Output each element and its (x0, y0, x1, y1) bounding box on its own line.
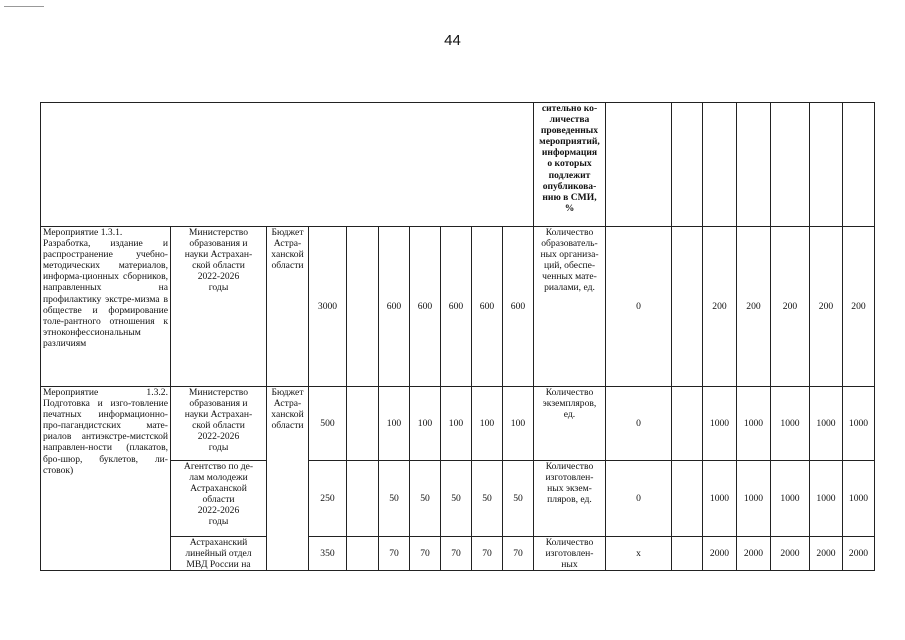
target-cell: 1000 (771, 461, 810, 537)
indicator-cell: Количество образователь- ных организа- ций, обеспе- ченных мате- риалами, ед. (534, 227, 606, 387)
empty-cell (672, 461, 703, 537)
target-cell: 1000 (771, 387, 810, 461)
indicator-cell: сительно ко- личества проведенных мероприятий, информация о которых подлежит опубликова- нию в СМИ, % (534, 103, 606, 227)
base-cell: x (606, 537, 672, 571)
total-cell: 350 (309, 537, 347, 571)
year-cell (347, 537, 379, 571)
target-cell: 1000 (703, 461, 737, 537)
source-cell: Бюджет Астра- ханской области (267, 387, 309, 571)
empty-cell (672, 103, 703, 227)
year-cell: 70 (441, 537, 472, 571)
year-cell: 70 (472, 537, 503, 571)
target-cell: 2000 (737, 537, 771, 571)
target-cell: 2000 (810, 537, 843, 571)
year-cell: 600 (441, 227, 472, 387)
empty-cell (672, 227, 703, 387)
year-cell: 600 (503, 227, 534, 387)
target-cell: 200 (703, 227, 737, 387)
base-cell: 0 (606, 461, 672, 537)
target-cell (737, 103, 771, 227)
year-cell: 50 (503, 461, 534, 537)
target-cell (703, 103, 737, 227)
empty-cell (672, 387, 703, 461)
target-cell (843, 103, 875, 227)
target-cell: 200 (737, 227, 771, 387)
table-row-continuation (41, 103, 875, 227)
target-cell: 200 (771, 227, 810, 387)
indicator-cell: Количество изготовлен- ных экзем- пляров, ед. (534, 461, 606, 537)
year-cell: 100 (441, 387, 472, 461)
event-cell: Мероприятие 1.3.1. Разработка, издание и распространение учебно-методических материалов, информа-ционных сборников, направленных на профилактику экстре-мизма в обществе и формирование толе-рантного отношения к этноконфессиональным различиям (41, 227, 171, 387)
target-cell: 1000 (810, 461, 843, 537)
base-cell: 0 (606, 387, 672, 461)
target-cell: 200 (843, 227, 875, 387)
target-cell: 1000 (810, 387, 843, 461)
table-row-1-3-1 (41, 227, 875, 387)
year-cell: 100 (410, 387, 441, 461)
empty-span (41, 103, 534, 227)
executor-cell: Агентство по де- лам молодежи Астраханской области 2022-2026 годы (171, 461, 267, 537)
base-cell: 0 (606, 227, 672, 387)
program-table (40, 102, 875, 571)
indicator-cell: Количество изготовлен- ных (534, 537, 606, 571)
target-cell: 1000 (843, 387, 875, 461)
year-cell (347, 227, 379, 387)
year-cell: 70 (379, 537, 410, 571)
year-cell: 600 (472, 227, 503, 387)
executor-cell: Министерство образования и науки Астрахан- ской области 2022-2026 годы (171, 227, 267, 387)
corner-mark (4, 6, 44, 7)
year-cell: 100 (472, 387, 503, 461)
source-cell: Бюджет Астра- ханской области (267, 227, 309, 387)
executor-cell: Министерство образования и науки Астрахан- ской области 2022-2026 годы (171, 387, 267, 461)
year-cell: 50 (410, 461, 441, 537)
target-cell: 1000 (703, 387, 737, 461)
year-cell: 50 (441, 461, 472, 537)
year-cell: 600 (379, 227, 410, 387)
table-row-1-3-2-a (41, 387, 875, 461)
target-cell: 1000 (737, 387, 771, 461)
target-cell: 1000 (843, 461, 875, 537)
total-cell: 250 (309, 461, 347, 537)
target-cell: 2000 (843, 537, 875, 571)
year-cell: 70 (410, 537, 441, 571)
indicator-cell: Количество экземпляров, ед. (534, 387, 606, 461)
year-cell: 100 (379, 387, 410, 461)
total-cell: 500 (309, 387, 347, 461)
event-cell: Мероприятие 1.3.2. Подготовка и изго-товление печатных информационно-про-пагандистских мате-риалов антиэкстре-мистской направлен-ности (плакатов, бро-шюр, буклетов, ли-стовок) (41, 387, 171, 571)
year-cell: 600 (410, 227, 441, 387)
year-cell (347, 461, 379, 537)
base-cell (606, 103, 672, 227)
target-cell: 2000 (771, 537, 810, 571)
target-cell: 2000 (703, 537, 737, 571)
year-cell: 70 (503, 537, 534, 571)
target-cell: 1000 (737, 461, 771, 537)
year-cell: 50 (379, 461, 410, 537)
year-cell: 50 (472, 461, 503, 537)
total-cell: 3000 (309, 227, 347, 387)
empty-cell (672, 537, 703, 571)
target-cell (771, 103, 810, 227)
year-cell (347, 387, 379, 461)
year-cell: 100 (503, 387, 534, 461)
target-cell: 200 (810, 227, 843, 387)
page-number: 44 (444, 32, 461, 49)
executor-cell: Астраханский линейный отдел МВД России на (171, 537, 267, 571)
target-cell (810, 103, 843, 227)
